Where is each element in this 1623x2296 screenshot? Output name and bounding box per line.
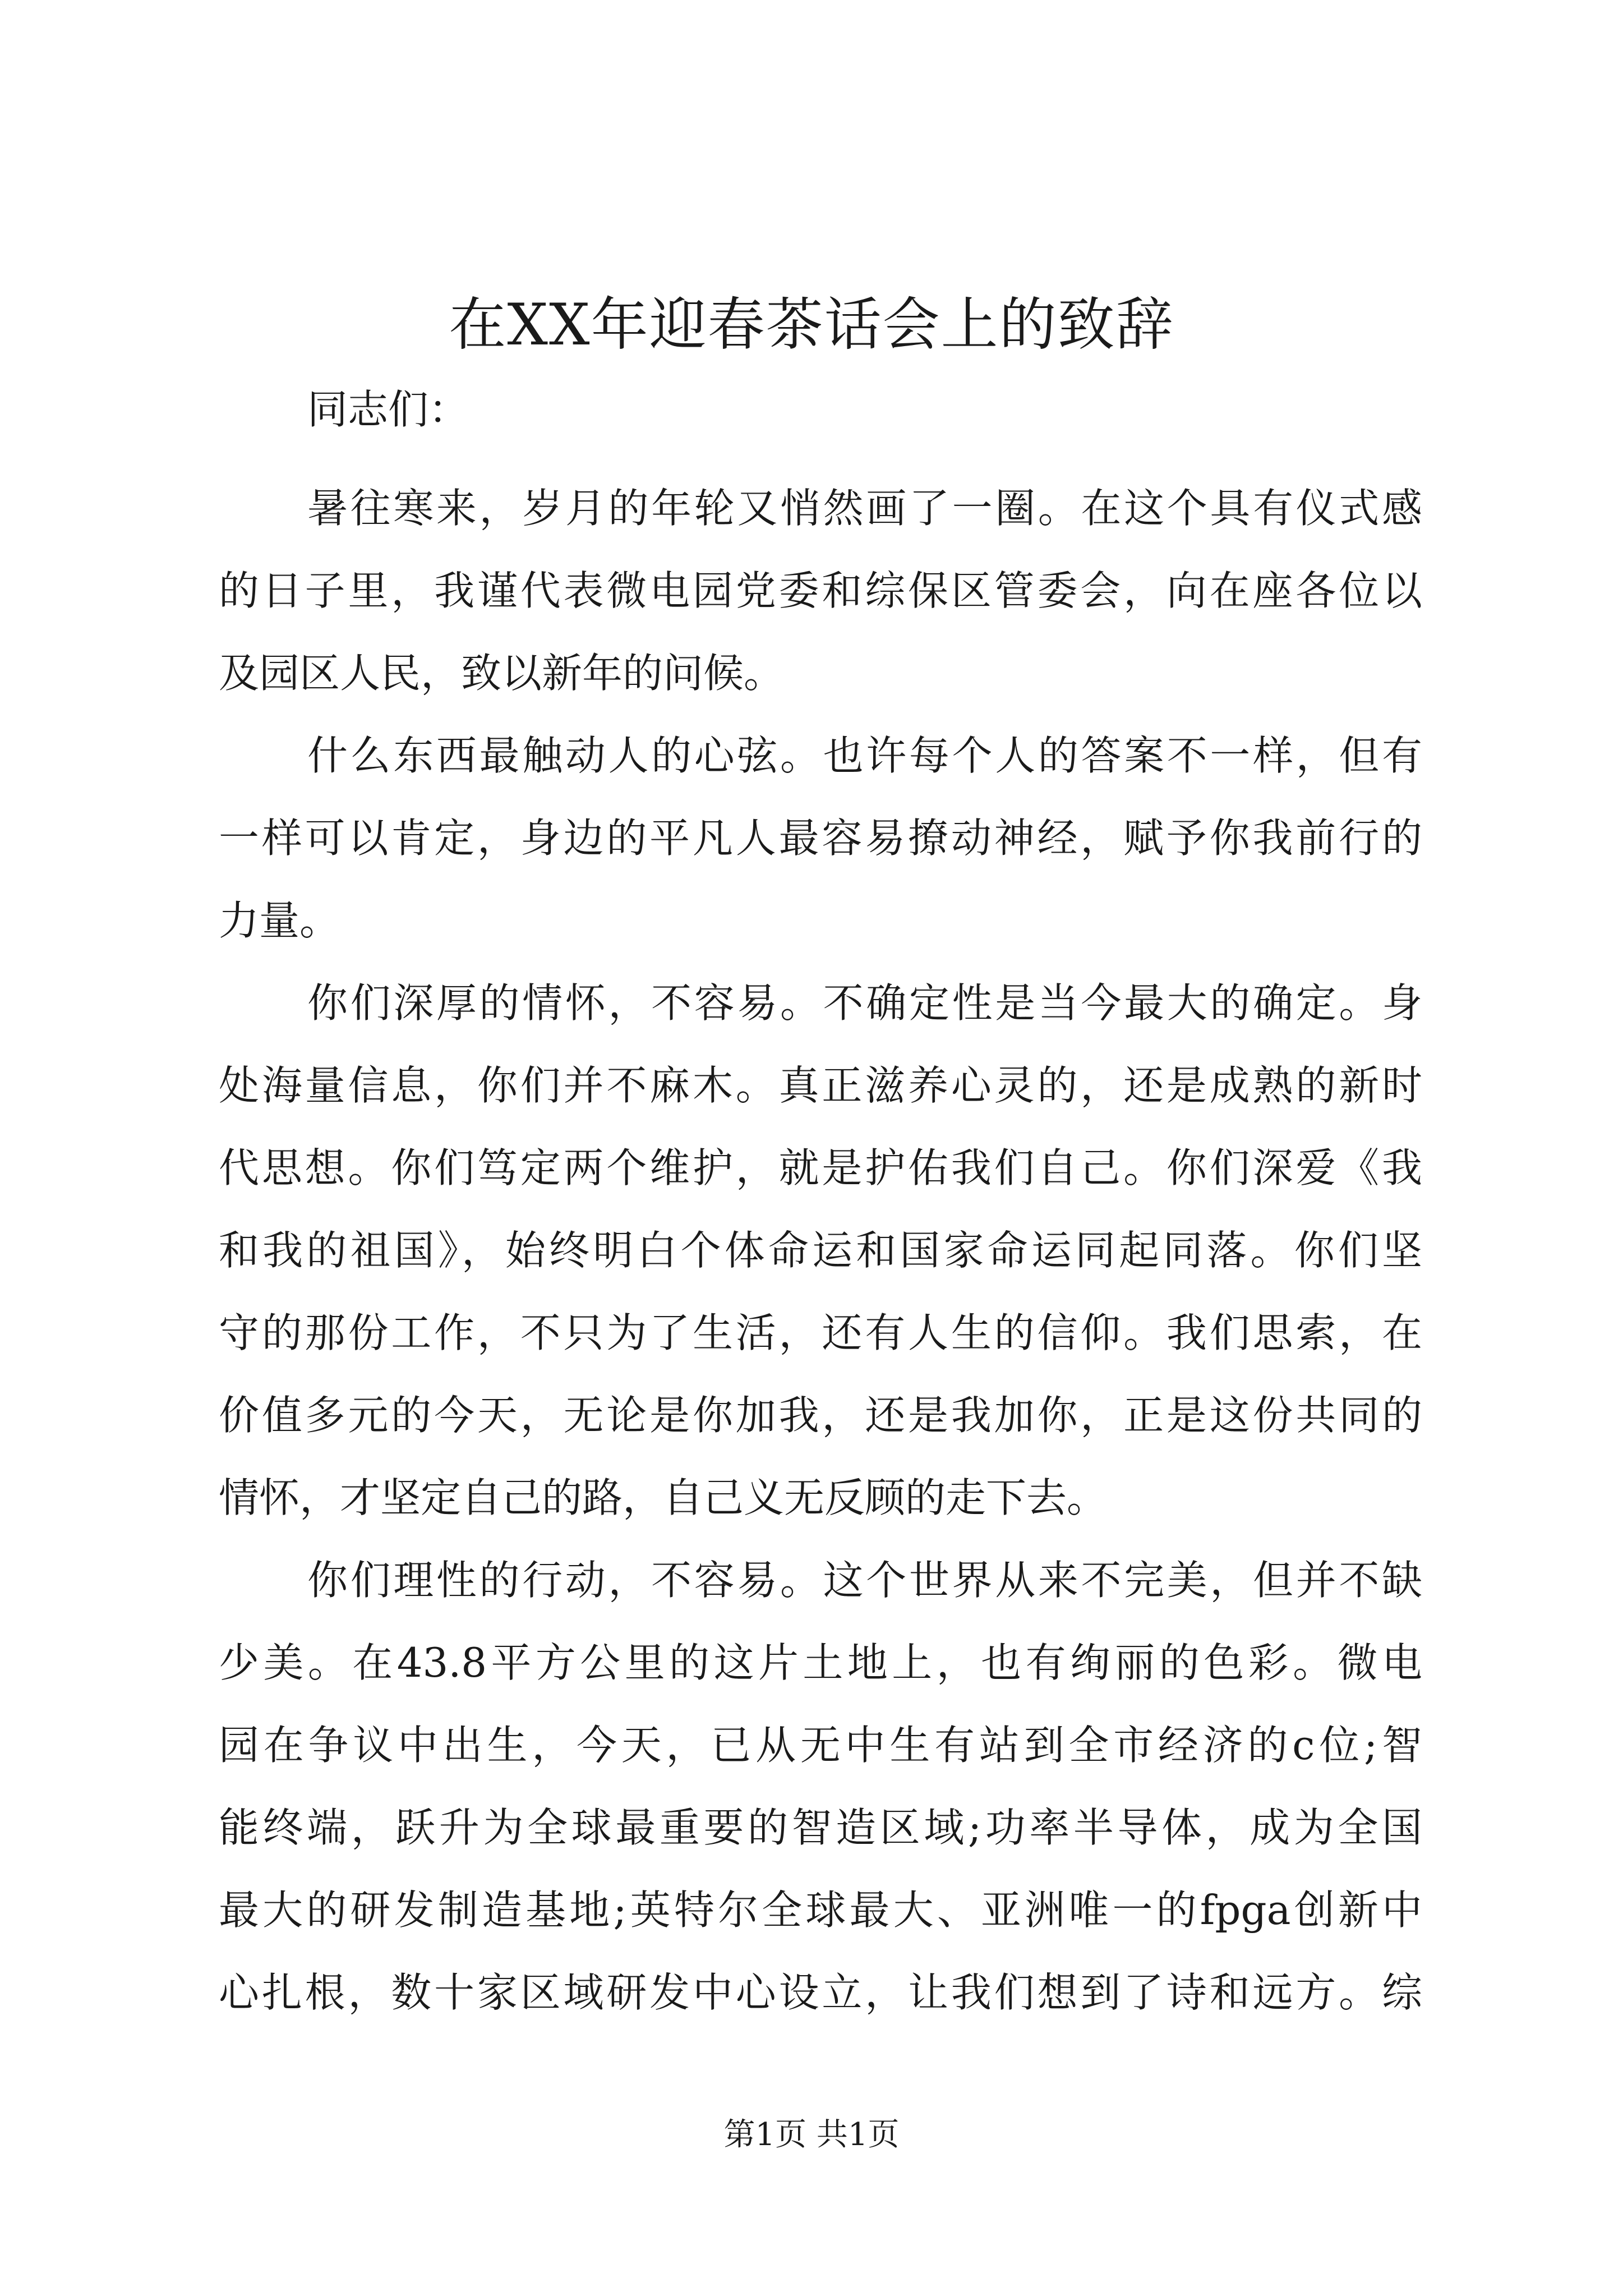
text-line: 最大的研发制造基地;英特尔全球最大、亚洲唯一的fpga创新中 — [219, 1887, 1422, 1934]
text-line: 和我的祖国》，始终明白个体命运和国家命运同起同落。你们坚 — [219, 1227, 1422, 1274]
text-line: 处海量信息，你们并不麻木。真正滋养心灵的，还是成熟的新时 — [219, 1062, 1422, 1109]
salutation: 同志们： — [307, 386, 469, 433]
paragraph — [219, 467, 1422, 715]
text-line: 能终端，跃升为全球最重要的智造区域;功率半导体，成为全国 — [219, 1804, 1422, 1851]
document-body — [219, 467, 1422, 2034]
text-line: 情怀，才坚定自己的路，自己义无反顾的走下去。 — [219, 1474, 1108, 1521]
paragraph — [219, 962, 1422, 1539]
text-line: 什么东西最触动人的心弦。也许每个人的答案不一样，但有 — [307, 732, 1422, 779]
text-line: 心扎根，数十家区域研发中心设立，让我们想到了诗和远方。综 — [219, 1969, 1422, 2016]
text-line: 守的那份工作，不只为了生活，还有人生的信仰。我们思索，在 — [219, 1309, 1422, 1356]
text-line: 代思想。你们笃定两个维护，就是护佑我们自己。你们深爱《我 — [219, 1144, 1422, 1191]
text-line: 暑往寒来，岁月的年轮又悄然画了一圈。在这个具有仪式感 — [307, 485, 1422, 532]
text-line: 少美。在43.8平方公里的这片土地上，也有绚丽的色彩。微电 — [219, 1639, 1422, 1686]
text-line: 一样可以肯定，身边的平凡人最容易撩动神经，赋予你我前行的 — [219, 815, 1422, 862]
text-line: 价值多元的今天，无论是你加我，还是我加你，正是这份共同的 — [219, 1392, 1422, 1439]
text-line: 你们深厚的情怀，不容易。不确定性是当今最大的确定。身 — [307, 979, 1422, 1027]
paragraph — [219, 1539, 1422, 2034]
page-footer: 第1页 共1页 — [723, 2116, 900, 2153]
text-line: 园在争议中出生，今天，已从无中生有站到全市经济的c位;智 — [219, 1722, 1422, 1769]
text-line: 的日子里，我谨代表微电园党委和综保区管委会，向在座各位以 — [219, 567, 1422, 614]
paragraph — [219, 715, 1422, 962]
document-title: 在XX年迎春茶话会上的致辞 — [449, 292, 1174, 358]
text-line: 及园区人民，致以新年的问候。 — [219, 650, 785, 697]
text-line: 你们理性的行动，不容易。这个世界从来不完美，但并不缺 — [307, 1557, 1422, 1604]
text-line: 力量。 — [219, 897, 340, 944]
